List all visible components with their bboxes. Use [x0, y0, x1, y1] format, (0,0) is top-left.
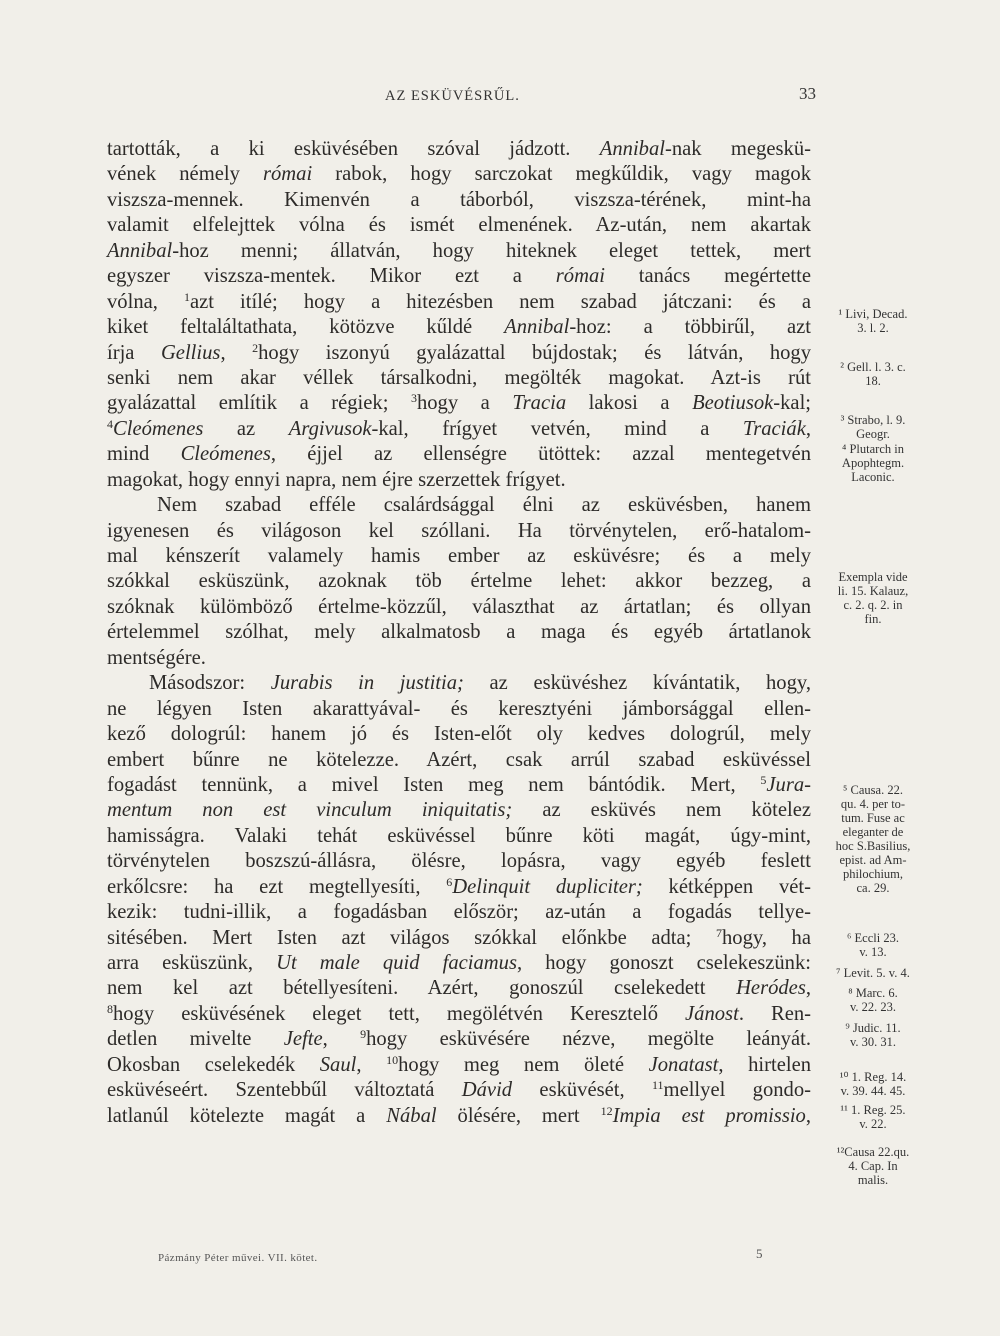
- body-line: kiket feltaláltathata, kötözve kűldé Annibal-hoz: a többirűl, azt: [107, 316, 811, 339]
- margin-note-line: 4. Cap. In: [848, 1159, 898, 1173]
- margin-note-line: ⁹ Judic. 11.: [845, 1021, 901, 1035]
- margin-note: [818, 360, 928, 388]
- body-line: mentum non est vinculum iniquitatis; az esküvés nem kötelez: [107, 799, 811, 822]
- margin-note-line: tum. Fuse ac: [841, 811, 905, 825]
- body-line: $^4$Cleómenes az Argivusok-kal, frígyet vetvén, mind a Traciák,: [107, 416, 811, 440]
- margin-note-line: ⁸ Marc. 6.: [848, 986, 898, 1000]
- body-line: gyalázattal említik a régiek; $^3$hogy a Tracia lakosi a Beotiusok-kal;: [107, 391, 812, 415]
- body-line: tartották, a ki esküvésében szóval jádzott. Annibal-nak megeskü-: [107, 138, 811, 160]
- signature-line: Pázmány Péter művei. VII. kötet.: [158, 1252, 318, 1264]
- margin-note-line: Exempla vide: [838, 570, 908, 584]
- margin-note: [818, 413, 928, 441]
- margin-note-line: v. 22.: [859, 1117, 887, 1131]
- body-line: kezik: tudni-illik, a fogadásban először; az-után a fogadás tellye-: [107, 901, 811, 924]
- margin-note-line: eleganter de: [842, 825, 904, 839]
- page-number: 33: [799, 84, 816, 103]
- body-line: vének némely római rabok, hogy sarczokat megkűldik, vagy magok: [107, 163, 811, 186]
- body-line: kező dologrúl: hanem jó és Isten-előt oly kedves dologrúl, mely: [107, 723, 811, 746]
- sheet-number: 5: [756, 1246, 763, 1261]
- body-line: Nem szabad efféle csalárdsággal élni az esküvésben, hanem: [157, 494, 811, 517]
- margin-note-line: malis.: [857, 1173, 889, 1187]
- body-line: latlanúl kötelezte magát a Nábal ölésére, mert $^{12}$Impia est promissio,: [107, 1103, 812, 1127]
- margin-note: [818, 783, 928, 895]
- body-line: fogadást tennünk, a mivel Isten meg nem bántódik. Mert, $^5$Jura-: [107, 772, 811, 796]
- margin-note: [818, 307, 928, 335]
- body-line: ne légyen Isten akarattyával- és keresztyéni jámborsággal ellen-: [107, 697, 811, 720]
- body-line: nem kel azt bétellyesíteni. Azért, gonoszúl cselekedett Heródes,: [107, 977, 811, 1000]
- body-line: magokat, hogy ennyi napra, nem éjre szerzettek frígyet.: [107, 468, 566, 491]
- body-line: igyenesen és világoson kel szóllani. Ha törvénytelen, erő-hatalom-: [107, 519, 811, 542]
- margin-note-line: c. 2. q. 2. in: [843, 598, 903, 612]
- body-line: senki nem akar véllek társalkodni, megölték magokat. Azt-is rút: [107, 366, 811, 389]
- body-line: embert bűnre ne kötelezze. Azért, csak arrúl szabad esküvéssel: [107, 748, 811, 771]
- margin-note: [818, 1103, 928, 1131]
- margin-note-line: 3. l. 2.: [857, 321, 889, 335]
- body-line: írja Gellius, $^2$hogy iszonyú gyalázattal bújdostak; és látván, hogy: [107, 340, 812, 364]
- body-line: detlen mivelte Jefte, $^9$hogy esküvésére nézve, megölte leányát.: [107, 1027, 811, 1051]
- margin-note-line: li. 15. Kalauz,: [837, 584, 909, 598]
- margin-note: [818, 966, 928, 980]
- margin-note-line: ¹²Causa 22.qu.: [836, 1145, 910, 1159]
- margin-note-line: ⁵ Causa. 22.: [843, 783, 903, 797]
- margin-note-line: qu. 4. per to-: [840, 797, 906, 811]
- body-line: erkőlcsre: ha ezt megtellyesíti, $^6$Delinquit dupliciter; kétképpen vét-: [107, 874, 811, 898]
- margin-note-line: ² Gell. l. 3. c.: [840, 360, 906, 374]
- body-line: mentségére.: [107, 646, 206, 669]
- margin-note-line: Apophtegm.: [841, 456, 905, 470]
- margin-note: [818, 931, 928, 959]
- margin-note-line: ⁶ Eccli 23.: [847, 931, 899, 945]
- body-text: [107, 137, 811, 1129]
- margin-note: [818, 986, 928, 1014]
- body-line: törvénytelen boszszú-állásra, ölésre, lopásra, vagy egyéb feslett: [107, 850, 811, 873]
- margin-note-line: Laconic.: [851, 470, 895, 484]
- margin-note-line: ¹¹ 1. Reg. 25.: [840, 1103, 906, 1117]
- body-line: mind Cleómenes, éjjel az ellenségre ütöttek: azzal mentegetvén: [107, 443, 811, 466]
- body-line: Másodszor: Jurabis in justitia; az esküvéshez kívántatik, hogy,: [149, 672, 812, 695]
- running-head: AZ ESKÜVÉSRŰL.: [385, 88, 520, 104]
- body-line: sitésében. Mert Isten azt világos szókkal előnkbe adta; $^7$hogy, ha: [107, 925, 811, 949]
- margin-note-line: ca. 29.: [856, 881, 890, 895]
- margin-note-line: v. 13.: [859, 945, 887, 959]
- margin-note-line: epist. ad Am-: [839, 853, 907, 867]
- margin-note-line: ³ Strabo, l. 9.: [840, 413, 906, 427]
- margin-note-line: v. 39. 44. 45.: [840, 1084, 906, 1098]
- body-line: mal kénszerít valamely hamis ember az esküvésre; és a mely: [107, 545, 811, 567]
- body-line: Okosban cselekedék Saul, $^{10}$hogy meg nem öleté Jonatast, hirtelen: [107, 1052, 812, 1076]
- margin-note: [818, 1021, 928, 1049]
- margin-note-line: v. 30. 31.: [849, 1035, 897, 1049]
- margin-note: [818, 570, 928, 626]
- margin-note-line: philochium,: [842, 867, 904, 881]
- margin-note-line: v. 22. 23.: [849, 1000, 897, 1014]
- margin-note-line: hoc S.Basilius,: [835, 839, 911, 853]
- margin-note: [818, 442, 928, 484]
- body-line: Annibal-hoz menni; állatván, hogy hiteknek eleget tettek, mert: [107, 239, 811, 262]
- margin-note: [818, 1070, 928, 1098]
- body-line: szóknak külömböző értelme-közzűl, választhat az ártatlan; és ollyan: [107, 595, 811, 618]
- body-line: valamit elfelejttek vólna és ismét elmenének. Az-után, nem akartak: [107, 214, 811, 237]
- body-line: értelemmel szólhat, mely alkalmatosb a maga és egyéb ártatlanok: [107, 621, 811, 644]
- body-line: esküvéseért. Szentebbűl változtatá Dávid esküvését, $^{11}$mellyel gondo-: [107, 1078, 811, 1102]
- body-line: egyszer viszsza-mentek. Mikor ezt a római tanács megértette: [107, 265, 811, 288]
- body-line: hamisságra. Valaki tehát esküvéssel bűnre köti magát, úgy-mint,: [107, 824, 811, 847]
- margin-note-line: Geogr.: [856, 427, 890, 441]
- body-line: $^8$hogy esküvésének eleget tett, megölétvén Keresztelő Jánost. Ren-: [107, 1001, 811, 1025]
- margin-note: [818, 1145, 928, 1187]
- body-line: viszsza-mennek. Kimenvén a táborból, viszsza-térének, mint-ha: [107, 188, 811, 211]
- margin-note-line: ⁴ Plutarch in: [842, 442, 904, 456]
- page-header: [105, 84, 816, 112]
- margin-note-line: fin.: [864, 612, 882, 626]
- margin-note-line: 18.: [865, 374, 881, 388]
- body-line: vólna, $^1$azt itílé; hogy a hitezésben nem szabad játczani: és a: [107, 289, 811, 313]
- body-line: szókkal esküszünk, azoknak töb értelme lehet: akkor bezzeg, a: [107, 570, 811, 593]
- margin-note-line: ⁷ Levit. 5. v. 4.: [836, 966, 910, 980]
- margin-note-line: ¹ Livi, Decad.: [838, 307, 908, 321]
- margin-note-line: ¹⁰ 1. Reg. 14.: [839, 1070, 907, 1084]
- body-line: arra esküszünk, Ut male quid faciamus, hogy gonoszt cselekeszünk:: [107, 952, 811, 974]
